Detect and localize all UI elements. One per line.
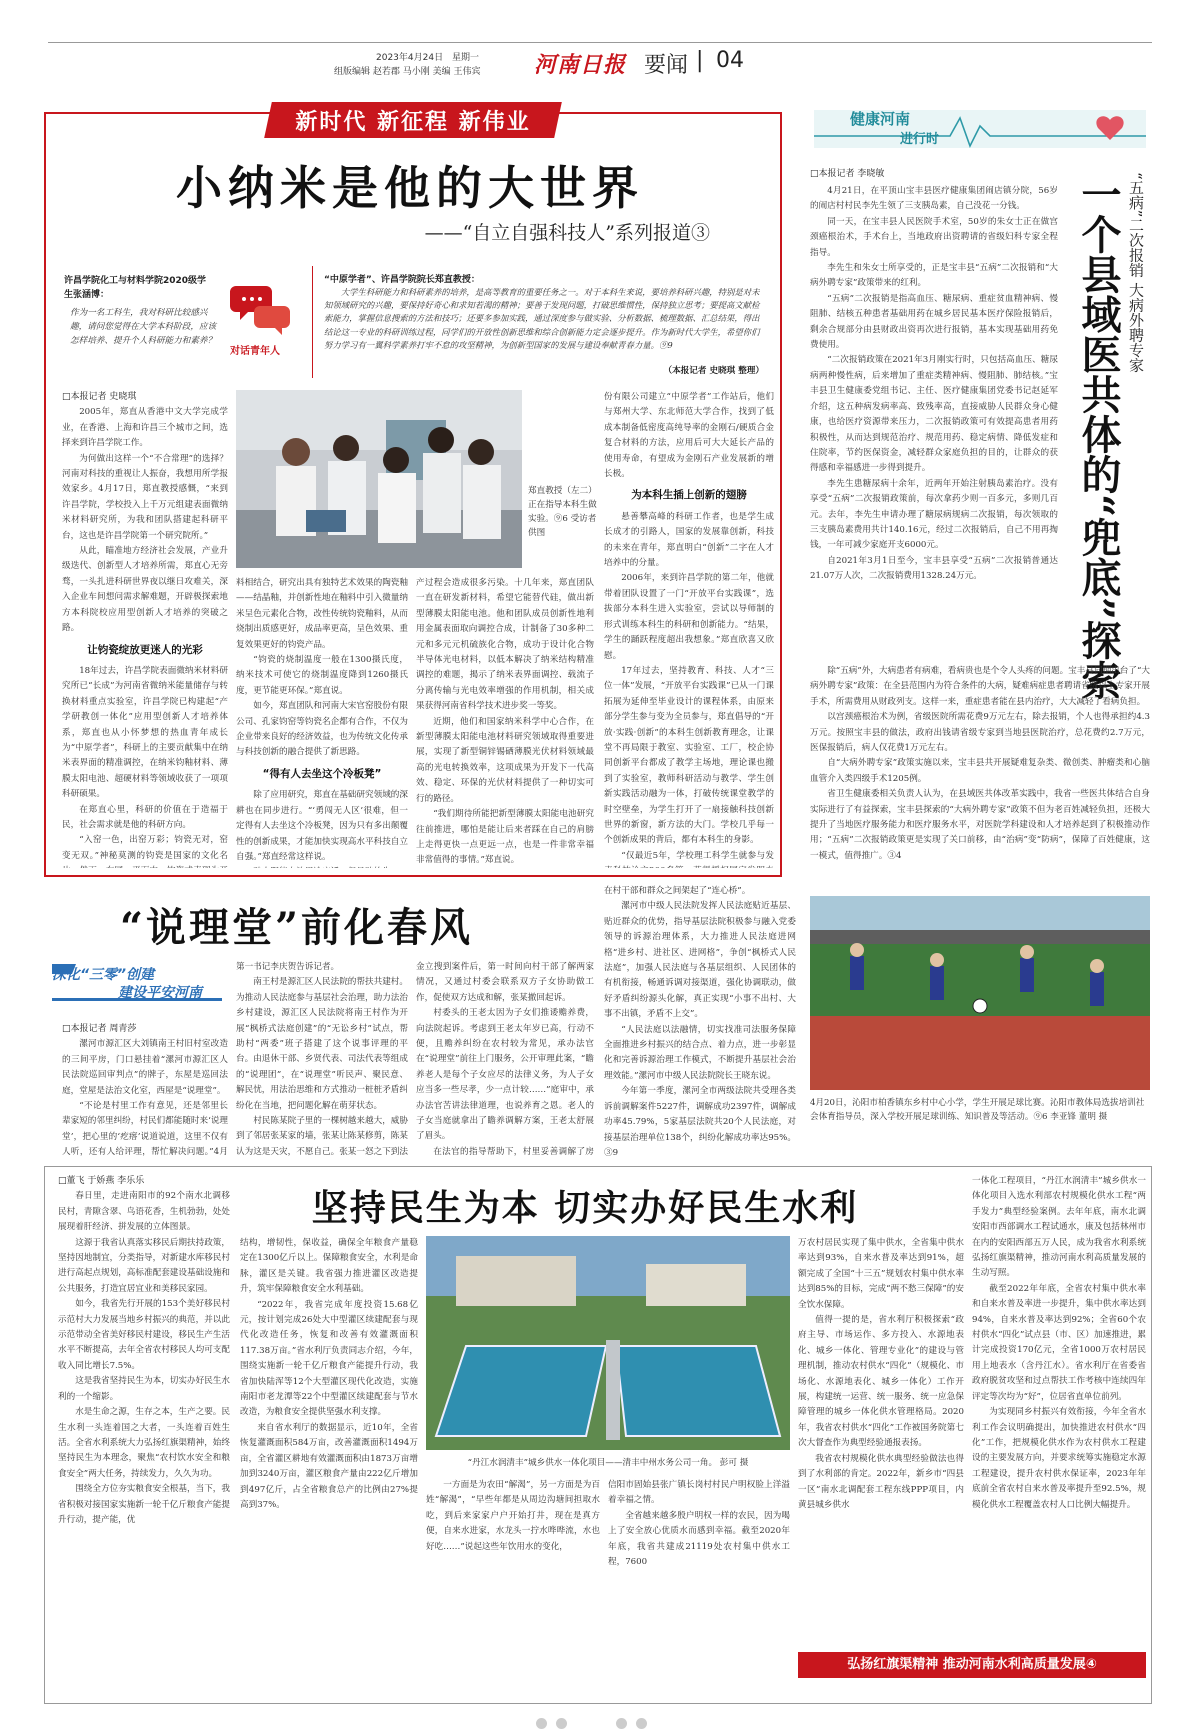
paragraph: 以宫颈癌根治术为例，省级医院所需花费9万元左右，除去报销，个人也得承担约4.3万元。按照宝丰县的做法，政府出钱请省级专家到当地县医院治疗，总花费约2.7万元，医保报销后，病人仅花费1万元左右。 <box>810 712 1150 754</box>
lead-banner: 新时代 新征程 新伟业 <box>268 102 558 138</box>
health-column-b <box>810 664 1150 892</box>
paragraph: 为实现同乡村振兴有效衔接，今年全省水利工作会议明确提出，加快推进农村供水“四化”工作，把规模化供水作为农村供水工程建设的主要发展方向，并要求统筹实施稳定水源工程建设，提升农村供水保证率，2023年年底前全省农村自来水普及率提升至92.5%，规模化供水工程覆盖农村人口比例大幅提升。 <box>972 1407 1146 1510</box>
lead-column-3 <box>416 576 594 868</box>
bottom-column-4 <box>608 1478 790 1698</box>
masthead: 2023年4月24日 星期一 组版编辑 赵若郡 马小刚 美编 王伟宾 河南日报 要闻 | 04 <box>48 42 1152 82</box>
paragraph: 17年过去，坚持教育、科技、人才“三位一体”发展，“开放平台实践课”已从一门课拓展为延伸至毕业设计的课程体系，由原来部分学生参与变为全员参与，郑直倡导的“开放·实践·创新”的本科生创新教育理念，让课堂不再局限于教室、实验室、工厂，校企协同创新平台都成了教学主场地，理论课也搬到了实验室，教师科研活动与教学、学生创新实践活动融为一体，打破传统课堂教学的时空壁垒，为学生打开了一扇接触科技创新世界的新窗，新方法的大门。学校几乎每一个创新成果的背后，都有本科生的身影。 <box>604 665 774 846</box>
bottom-byline: □董飞 于娇燕 李乐乐 <box>58 1176 145 1186</box>
prof-credit: （本报记者 史晓琪 整理） <box>663 366 764 376</box>
mid-column-2 <box>236 960 408 1158</box>
paragraph: 2006年，来到许昌学院的第二年，他就带着团队设置了一门“开放平台实践课”，选拔部分本科生进入实验室，尝试以导师制的形式训练本科生的科研和创新能力。“结果，学生的踊跃程度超出我想象。”郑直欣喜又欣慰。 <box>604 573 774 661</box>
mid-title: “说理堂”前化春风 <box>120 904 474 951</box>
paragraph: 18年过去，许昌学院表面微纳米材料研究所已“长成”为河南省微纳米能量储存与转换材料重点实验室，许昌学院已构建起“产学研教创一体化”应用型创新人才培养体系，郑直也从小怀梦想的热血青年成长为“中原学者”，科研上的主要贡献集中在纳米表界面的精准调控，在纳米钧釉材料、薄膜太阳电池、超硬材料等领域收获了一项项科研硕果。 <box>62 665 228 800</box>
paragraph: 春日里，走进南阳市的92个南水北调移民村，青隙含翠、鸟语花香，生机勃勃，处处展现着肝经济、拼发展的立体图景。 <box>58 1191 230 1233</box>
health-banner-title: 健康河南 <box>850 110 911 128</box>
subhead-3: 为本科生插上创新的翅膀 <box>631 489 747 502</box>
pager-dot[interactable] <box>536 1718 547 1729</box>
prof-answer: 大学生科研能力和科研素养的培养，是高等教育的重要任务之一。对于本科生来说，要培养科研兴趣，特别是对未知领域研究的兴趣，要保持好奇心和求知若渴的精神；要善于发现问题，打破思维惯性，保持独立思考；要提高文献检索能力，掌握信息搜索的方法和技巧；还要多参加实践，通过深度参与做实验、分析数据、梳理数据、汇总结果，得出结论这一专业的科研训练过程，同学们的开放性创新思维和综合创新能力定会逐步提升。作为新时代大学生，希望你们努力学习有一翼科学素养打牢不怠的攻坚精神，为创新型国家的发展与建设奉献青春力量。⑨9 <box>324 287 760 350</box>
chat-bubbles-icon <box>230 280 294 336</box>
subhead-1: 让钧瓷绽放更迷人的光彩 <box>87 643 203 656</box>
bottom-photo-caption: “丹江水润清丰”城乡供水一体化项目——清丰中州水务公司一角。 彭可 摄 <box>467 1458 749 1468</box>
paragraph: 结构，增韧性，保收益，确保全年粮食产量稳定在1300亿斤以上。保障粮食安全，水利是命脉，灌区是关键。我省强力推进灌区改造提升，筑牢保障粮食安全水利基础。 <box>240 1238 418 1295</box>
paragraph: 自“大病外聘专家”政策实施以来，宝丰县共开展疑难复杂类、微创类、肿瘤类和心脑血管介入类四级手术1205例。 <box>810 758 1150 784</box>
paragraph: 一方面是为农田“解渴”，另一方面是为百姓“解渴”，“早些年都是从周边沟塘间担取水吃，到后来家家户户开始打井，现在是真方便，自来水进家，水龙头一拧水哗哗流，水也好吃……”说起这些年饮用水的变化， <box>426 1480 600 1552</box>
logo-line-1: 深化“三零”创建 <box>52 967 155 983</box>
series-tag: 弘扬红旗渠精神 推动河南水利高质量发展④ <box>798 1652 1146 1678</box>
bottom-column-3 <box>426 1478 600 1698</box>
health-title: 一个县域医共体的“兜底”探索 <box>1075 174 1122 701</box>
paragraph: 在郑直心里，科研的价值在于造福于民，社会需求就是他的科研方向。 <box>62 804 228 830</box>
paragraph <box>236 865 408 868</box>
bottom-column-5 <box>798 1236 964 1698</box>
paragraph: 产过程会造成很多污染。十几年来，郑直团队一直在研发新材料，希望它能替代硅，做出新型薄膜太阳能电池。他和团队成员创新性地利用金属表面取向调控合成，计制备了30多种二元和多元元机硫族化合物，成功于设计化合物半导体光电材料，以低本解决了纳米结构精准调控的难题，揭示了纳米表界面调控、载流子分离传输与光电效率增强的作用机制，相关成果获得河南省科学技术进步奖一等奖。 <box>416 578 594 712</box>
bottom-photo-water-plant <box>426 1236 790 1450</box>
paragraph: 水是生命之源，生存之本，生产之要。民生水利一头连着国之大者，一头连着百姓生活。全省水利系统大力弘扬红旗渠精神，始终坚持民生为本理念，聚焦“农村饮水安全和粮食安全”两大任务，持续发力，久久为功。 <box>58 1407 230 1479</box>
talk-youth-label: 对话青年人 <box>230 346 280 357</box>
pager-dot[interactable] <box>636 1718 647 1729</box>
paragraph: 自2021年3月1日至今，宝丰县享受“五病”二次报销普通达21.07万人次，二次报销费用1328.24万元。 <box>810 555 1058 582</box>
paragraph: 围绕全方位夯实粮食安全根基，当下，我省积极对接国家实施新一轮千亿斤粮食产能提升行动，提产能，优 <box>58 1484 230 1525</box>
paragraph: 为何做出这样一个“不合常理”的选择？河南对科技的重视让人振奋，我想用所学报效家乡。4月17日，郑直教授感慨，“来到许昌学院，学校投入上千万元组建表面微纳米材料研究所，为我和团队搭建起科研平台，这也是许昌学院第一个研究院所。” <box>62 453 228 541</box>
paragraph: “2022年，我省完成年度投资15.68亿元，按计划完成26处大中型灌区续建配套与现代化改造任务，恢复和改善有效灌溉面积117.38万亩。”省水利厅负责同志介绍，今年，围绕实施新一轮千亿斤粮食产能提升行动，我省加快陆浑等12个大型灌区现代化改造，实施南阳市老龙潭等22个中型灌区续建配套与节水改造，为粮食安全提供坚强水利支撑。 <box>240 1299 418 1418</box>
bottom-column-6 <box>972 1174 1146 1646</box>
lead-photo-caption: 郑直教授（左二）正在指导本科生做实验。⑨6 受访者供图 <box>528 486 597 538</box>
logo-line-2: 建设平安河南 <box>118 985 202 1001</box>
health-column-a <box>810 184 1058 662</box>
paragraph: “钧瓷的烧制温度一般在1300摄氏度，纳米技术可使它的烧制温度降到1260摄氏度，更节能更环保。”郑直说。 <box>236 655 408 696</box>
paragraph: 今年第一季度，漯河全市两级法院共受理各类诉前调解案件5227件，调解成功2397件，调解成功率45.79%，5家基层法院共20个人民法庭，对接基层治理单位138个，纠纷化解成功率达95%。③9 <box>604 1086 796 1158</box>
paragraph: 全省越来越多殷户明权一样的农民，因为喝上了安全放心优质水而感到幸福。截至2020年年底，我省共建成21119处农村集中供水工程，7600 <box>608 1510 790 1568</box>
pager-dots[interactable] <box>536 1718 666 1730</box>
paragraph: 这源于我省认真落实移民后期扶持政策，坚持因地制宜，分类指导，对新建水库移民村进行高起点规划，高标准配套建设基础设施和公共服务，打造宜居宜业和美移民家园。 <box>58 1237 230 1294</box>
paragraph: 如今，我省先行开展的153个美好移民村示范村大力发展当地乡村振兴的典范，并以此示范带动全省美好移民村建设，移民生产生活水平不断提高，去年全省农村移民人均可支配收入同比增长7.5%。 <box>58 1299 230 1371</box>
paragraph: 除了应用研究，郑直在基础研究领域的深耕也在同步进行。“‘勇闯无人区’很难，但一定得有人去坐这个冷板凳，因为只有多出颠覆性的创新成果，才能加快实现高水平科技自立自强。”郑直经常这样说。 <box>236 790 408 862</box>
paragraph: 这是我省坚持民生为本，切实办好民生水利的一个缩影。 <box>58 1376 230 1402</box>
issue-weekday: 星期一 <box>451 53 479 63</box>
paragraph: 近期，他们和国家纳米科学中心合作，在新型薄膜太阳能电池材料研究领域取得重要进展，实现了新型铜锌锡硒薄膜光伏材料领域最高的光电转换效率，这项成果为开发下一代高效、稳定、环保的光伏材料提供了一种切实可行的路径。 <box>416 716 594 804</box>
paragraph: 从此，瞄准地方经济社会发展，产业升级迭代、创新型人才培养所需，郑直心无旁骛，一头扎进科研世界夜以继日攻难关，深入企业车间想问需求解难题，开辟极探索地方本科院校应用型创新人才培养的突破之路。 <box>62 546 228 634</box>
lead-title: 小纳米是他的大世界 <box>176 161 644 215</box>
paragraph: “五病”二次报销是指高血压、糖尿病、重症贫血精神病、慢阻肺、结核五种患者基础用药在城乡居民基本医疗保险报销后，剩余合规部分由县财政出资再次进行报销，基本实现基础用药免费使用。 <box>810 293 1058 351</box>
mid-column-3 <box>416 960 594 1158</box>
paper-logo: 河南日报 <box>534 52 627 78</box>
paragraph: 信阳市固始县张广镇长岗村村民户明权脸上洋溢着幸福之情。 <box>608 1480 790 1506</box>
paragraph: “仅最近5年，学校理工科学生就参与发 <box>621 850 774 861</box>
paragraph: 悬善攀高峰的科研工作者，也是学生成长成才的引路人，国家的发展靠创新，科技的未来在青年，郑直明白“创新”二字在人才培养中的分量。 <box>604 511 774 569</box>
bottom-title: 坚持民生为本 切实办好民生水利 <box>311 1187 859 1229</box>
paragraph: 料相结合，研究出具有独特艺术效果的陶瓷釉——结晶釉，并创新性地在釉料中引入微量纳米呈色元素化合物，改性传统钧瓷釉料，从而烧制出质感更好，成品率更高，呈色效果、重复效果更好的钧瓷产品。 <box>236 578 408 650</box>
bottom-column-2 <box>240 1236 418 1698</box>
paragraph: 4月21日，在平顶山宝丰县医疗健康集团闹店镇分院，56岁的闹店村村民李先生领了三支胰岛素，自己没花一分钱。 <box>810 186 1058 212</box>
pager-dot[interactable] <box>556 1718 567 1729</box>
mid-column-4 <box>604 884 796 1158</box>
section-name: 要闻 <box>644 53 689 78</box>
mid-byline: □本报记者 周青莎 <box>62 1024 137 1034</box>
paragraph: “人民法庭以法融情，切实找准司法服务保障全面推进乡村振兴的结合点、着力点，进一步彰显化和完善诉源治理工作模式，不断提升基层社会治理效能。”漯河市中级人民法院院长王晓东说。 <box>604 1024 796 1081</box>
paragraph: 在村干部和群众之间架起了“连心桥”。 <box>604 886 751 896</box>
page-editors: 组版编辑 赵若郡 马小刚 美编 王伟宾 <box>334 67 481 77</box>
health-byline: □本报记者 李晓敏 <box>810 169 885 179</box>
health-photo-caption: 4月20日，沁阳市柏香镇东乡村中心小学，学生开展足球比赛。沁阳市教体局选拔培训社会体育指导员，深入学校开展足球训练、知识普及等活动。⑨6 李亚锋 董明 摄 <box>810 1098 1145 1122</box>
paragraph: 村委头的王老太因为子女们推诿赡养费，向法院起诉。考虑到王老太年岁已高，行动不便，且赡养纠纷在农村较为常见，承办法官在“说理堂”前往上门服务，公开审理此案，“瞻养老人是每个子女应尽的法律义务，为人子女应当多一些尽孝，少一点计较……”庭审中，承办法官苦讲法律道理，也说养育之恩。老人的子女当庭就拿出了瞻养调解方案，王老太舒展了眉头。 <box>416 1008 594 1142</box>
paragraph: 同一天，在宝丰县人民医院手术室，50岁的朱女士正在做宫颈癌根治术，手术台上，当地政府出资聘请的省级妇科专家全程指导。 <box>810 216 1058 258</box>
paragraph: 南王村是源汇区人民法院的帮扶共建村。为推动人民法庭参与基层社会治理，助力法治乡村建设，源汇区人民法院将南王村作为开展“枫桥式法庭创建”的“无讼乡村”试点，帮助村“两委”班子搭建了这个说事评理的平台。由退休干部、乡贤代表、司法代表等组成的“说理团”，在“说理堂”听民声、聚民意、解民忧，用法治思维和方式推动一桩桩矛盾纠纷化在当地，把问题化解在萌芽状态。 <box>236 977 408 1111</box>
page-number: 04 <box>716 48 744 73</box>
paragraph: 一体化工程项目，“丹江水润清丰”城乡供水一体化项目入选水利部农村规模化供水工程“两手发力”典型经验案例。去年年底，南水北调安阳市西部调水工程试通水，康及包括林州市在内的安阳西部五万人民，成为我省水利系统弘扬红旗渠精神，推动河南水利高质量发展的生动写照。 <box>972 1176 1146 1279</box>
health-banner <box>810 106 1150 152</box>
paragraph: 金立搜到案件后，第一时间向村干部了解两家情况，又通过村委会联系双方子女协助做工作，促使双方达成和解，张某撤回起诉。 <box>416 962 594 1003</box>
paragraph: 在法官的指导帮助下，村里妥善调解了房 <box>433 1146 594 1157</box>
paragraph: “二次报销政策在2021年3月刚实行时，只包括高血压、糖尿病两种慢性病，后来增加了重症类精神病、慢阻肺、肺结核。”宝丰县卫生健康委党组书记、主任、医疗健康集团党委书记赵延军介绍，这五种病发病率高、致残率高，直接威胁人民群众身心健康，也给医疗资源带来压力，二次报销政策可有效提高患者用药积极性，从而达到规范治疗、规范用药、稳定病情、降低发症和住院率，节约医保资金，减轻群众家庭负担的目的，让群众的获得感和幸福感进一步得到提升。 <box>810 355 1058 474</box>
paragraph: 省卫生健康委相关负责人认为，在县域医共体改革实践中，我省一些医共体结合自身实际进行了有益探索，宝丰县探索的“大病外聘专家”政策不但为老百姓减轻负担，还极大提升了当地医疗服务能力和医疗服务水平，对医院学科建设和人才培养起到了积极推动作用；“五病”二次报销政策更是实现了关口前移，由“治病”变“防病”，保障了百姓健康，这一模式，值得推广。③4 <box>810 789 1150 861</box>
lead-column-4 <box>604 390 774 868</box>
lead-subtitle: ——“自立自强科技人”系列报道③ <box>424 222 710 244</box>
paragraph: 我省农村规模化供水典型经验做法也得到了水利部的肯定。2022年，新乡市“四县一区”南水北调配套工程东线PPP项目，内黄县城乡供水 <box>798 1453 964 1510</box>
lead-column-1 <box>62 390 228 868</box>
paragraph: “不论是村里工作有意见，还是邻里长辈家短的邻里纠纷，村民们都能随时来‘说理堂’，把心里的‘疙瘩’说道说道，这里不仅有人听，还有人给评理，帮忙解决问题。”4月 <box>62 1101 228 1158</box>
paragraph: 漯河市中级人民法院发挥人民法庭贴近基层、贴近群众的优势，指导基层法院积极参与融入党委领导的诉源治理体系，大力推进人民法庭进网格“进乡村、进社区、进网格”，争创“枫桥式人民法庭”，加强人民法庭与各基层组织、人民团体的有机衔接，畅通诉调对接渠道，强化协调联动，做好矛盾纠纷源头化解，真正实现“小事不出村、大事不出镇，矛盾不上交”。 <box>604 901 796 1020</box>
mid-column-1 <box>62 1022 228 1158</box>
paragraph: “入窑一色，出窑万彩；钧瓷无对，窑变无双。”神秘莫测的钧瓷是国家的文化名 <box>62 835 228 861</box>
health-photo-soccer <box>810 896 1150 1090</box>
paragraph: 值得一提的是，省水利厅积极探索“政府主导、市场运作、多方投入、水源地表化、城乡一体化、管理专业化”的建设与管理机制，推动农村供水“四化”（规模化、市场化、水源地表化、城乡一体化）工作开展，构建统一运营、统一服务、统一应急保障管理的城乡一体化供水管理格局。2020年，我省农村供水“四化”工作被国务院第七次大督查作为典型经验通报表扬。 <box>798 1315 964 1449</box>
qa-block <box>62 266 766 384</box>
issue-date: 2023年4月24日 <box>376 53 444 63</box>
paragraph: 万农村居民实现了集中供水，全省集中供水率达到93%，自来水普及率达到91%，超额完成了全国“十三五”规划农村集中供水率达到85%的目标，完成“两不愁三保障”的安全饮水保障。 <box>798 1238 964 1310</box>
paragraph: 第一书记李庆贺告诉记者。 <box>236 962 340 972</box>
paragraph: 村民陈某院子里的一棵树越来越大，威胁到了邻居张某家的墙，张某让陈某修剪，陈某认为这是天灾，不愿自己。张某一怒之下到法 <box>236 1116 408 1157</box>
paragraph: 截至2022年年底，全省农村集中供水率和自来水普及率进一步提升，集中供水率达到94%，自来水普及率达到92%；全省60个农村供水“四化”试点县（市、区）加速推进，累计完成投资170亿元，全省1000万农村居民用上地表水（含丹江水）。省水利厅在省委省政府脱贫攻坚和过点帮扶工作考核中连续四年评定等次均为“好”，位居省直单位前列。 <box>972 1283 1146 1402</box>
paragraph: “我们期待所能把新型薄膜太阳能电池研究往前推进，哪怕是能让后来者踩在自己的肩膀上走得更快一点更远一点，也是一件非常幸福非常值得的事情。”郑直说。 <box>416 809 594 866</box>
pager-dot[interactable] <box>616 1718 627 1729</box>
lead-column-2 <box>236 576 408 868</box>
paragraph: 除“五病”外，大病患者有病难，看病贵也是个令人头疼的问题。宝丰县同期出台了“大病外聘专家”政策：在全县范围内为符合条件的大病，疑难病症患者聘请省级以上专家开展手术，所需费用从财政列支。这样一来，重症患者能在县内治疗，大大减轻了看病负担。 <box>810 666 1150 707</box>
health-banner-sub: 进行时 <box>900 132 940 147</box>
paragraph: 漯河市源汇区大刘镇南王村旧村室改造的三间平房，门口悬挂着“漯河市源汇区人民法院巡回审判点”的牌子，东屋是巡回法庭，堂屋是法治文化室，西屋是“说理堂”。 <box>62 1039 228 1096</box>
paragraph: 李先生患糖尿病十余年，近两年开始注射胰岛素治疗。没有享受“五病”二次报销政策前，每次拿药少则一百多元，多则几百元。去年，李先生申请办理了糖尿病规病二次报销，每次领取的三支胰岛素费用共计140.16元，经过二次报销后，自己不用再掏钱，一年可减少家庭开支6000元。 <box>810 478 1058 551</box>
lead-byline: □本报记者 史晓琪 <box>62 392 137 402</box>
student-question: 作为一名工科生，我对科研比较感兴趣，请问您觉得在大学本科阶段，应该怎样培养、提升个人科研能力和素养？ <box>70 308 217 346</box>
paragraph: 来自省水利厅的数据显示，近10年，全省恢复灌溉面积584万亩，改善灌溉面积1494万亩，全省灌区耕地有效灌溉面积由1873万亩增加到3240万亩，灌区粮食产量由222亿斤增加到497亿斤，占全省粮食总产的比例由27%提高到37%。 <box>240 1422 418 1510</box>
bottom-column-1 <box>58 1174 230 1698</box>
paragraph: 如今，郑直团队和河南大宋官窑股份有限公司、孔家钧窑等钧瓷名企都有合作，不仅为企业带来良好的经济效益，也为传统文化传承与科技创新的融合提供了新思路。 <box>236 701 408 758</box>
paragraph: 份有限公司建立“中原学者”工作站后，他们与郑州大学、东北师范大学合作，找到了低成本制备低密度高纯导率的金刚石/硬质合金复合材料的方法，应用后可大大延长产品的使用寿命，有望成为金刚石产业发展新的增长极。 <box>604 392 774 480</box>
prof-label: “中原学者”、许昌学院院长郑直教授： <box>324 275 480 285</box>
lead-photo-lab <box>236 390 522 568</box>
paragraph: 2005年，郑直从香港中文大学完成学业，在香港、上海和许昌三个城市之间，选择来到许昌学院工作。 <box>62 407 228 449</box>
subhead-2: “得有人去坐这个冷板凳” <box>262 767 382 780</box>
student-label: 许昌学院化工与材料学院2020级学生张涵博： <box>64 276 207 300</box>
safe-henan-logo <box>48 960 226 1014</box>
health-kicker: “五病”二次报销 大病外聘专家 <box>1127 172 1145 373</box>
paragraph: 李先生和朱女士所享受的，正是宝丰县“五病”二次报销和“大病外聘专家”政策带来的红利。 <box>810 263 1058 289</box>
